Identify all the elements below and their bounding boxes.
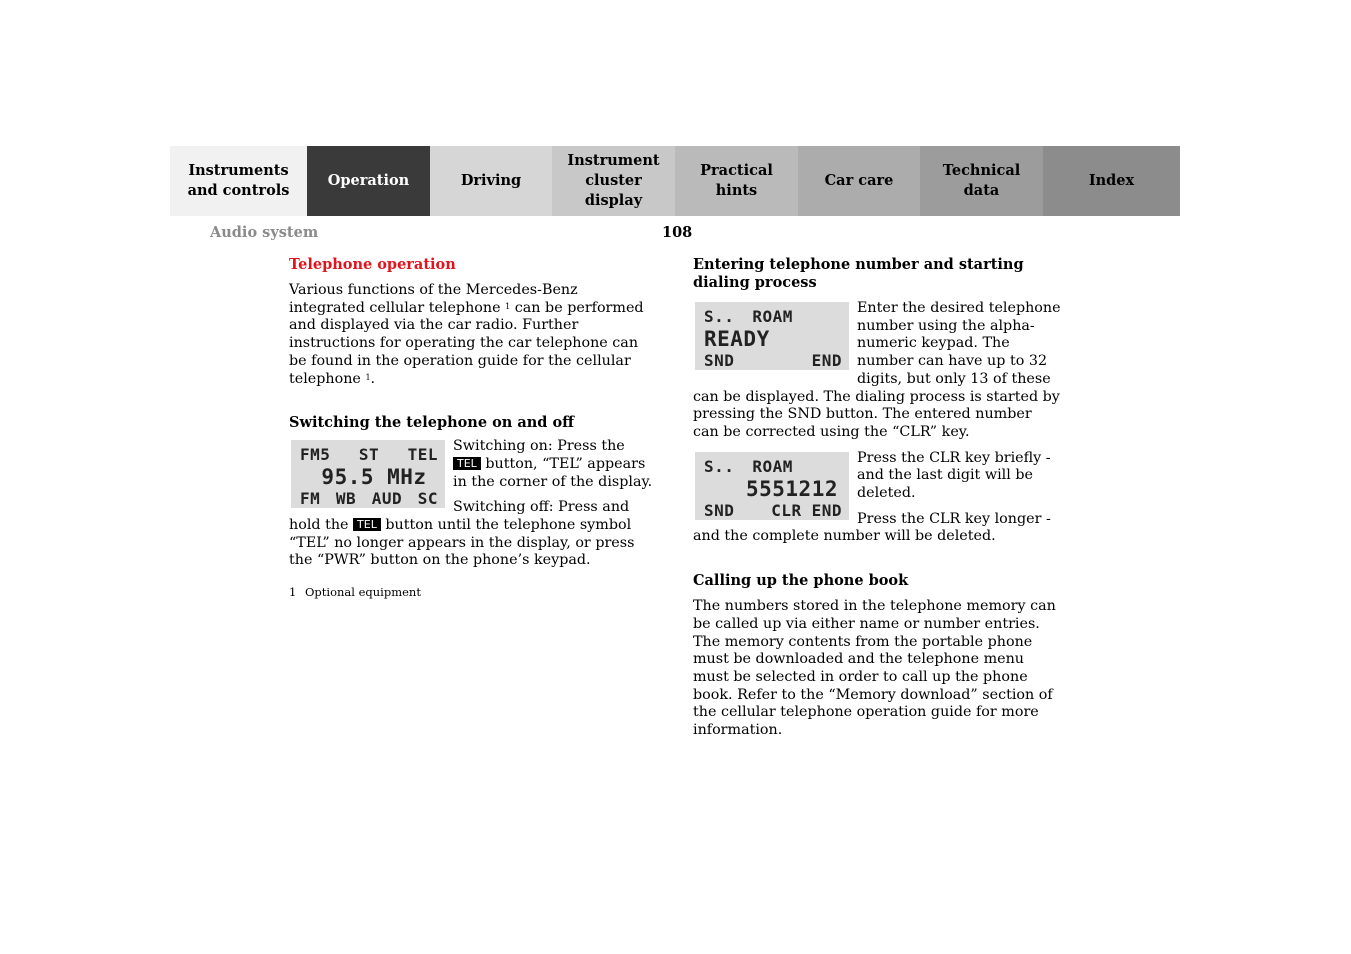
lcd-text: FM5 — [300, 445, 331, 465]
footnote-number: 1 — [289, 585, 297, 600]
lcd-text: S.. — [704, 456, 735, 476]
lcd-text: AUD — [371, 489, 403, 509]
footnote — [289, 584, 657, 602]
page-number: 108 — [662, 224, 693, 241]
tab-label: Car care — [824, 172, 894, 189]
radio-display-ready — [695, 302, 849, 370]
lcd-text: END — [811, 351, 842, 370]
intro-text: Various functions of the Mercedes-Benz integrated cellular telephone — [289, 282, 578, 316]
intro-text: can be performed and displayed via the car radio. Further instructions for operating the car telephone can be found in the operation guide for the cellular telephone — [289, 299, 644, 387]
tab-label: Operation — [327, 172, 410, 189]
phone-book-text: The numbers stored in the telephone memory can be called up via either name or number entries. The memory contents from the portable phone must be downloaded and the telephone menu must be selected in order to call up the phone book. Refer to the “Memory download” section of the cellular telephone operation guide for more information. — [693, 598, 1056, 739]
lcd-text: FM — [300, 489, 321, 509]
right-column — [693, 256, 1061, 740]
tab-instrument-cluster-display[interactable] — [552, 146, 675, 216]
switch-off-text — [289, 499, 657, 570]
clr-long-text: Press the CLR key longer - and the complete number will be deleted. — [693, 510, 1051, 545]
tab-driving[interactable] — [430, 146, 552, 216]
tel-button-icon: TEL — [353, 518, 381, 531]
lcd-row — [300, 489, 438, 509]
tab-label: Index — [1088, 172, 1135, 189]
lcd-row — [704, 307, 842, 327]
lcd-row — [704, 501, 842, 521]
body-text: Switching on: Press the — [453, 438, 625, 455]
tab-practical-hints[interactable] — [675, 146, 798, 216]
tab-instruments-and-controls[interactable] — [170, 146, 307, 216]
footnote-ref: 1 — [505, 301, 511, 311]
body-text: button, “TEL” appears in the corner of the display. — [453, 455, 653, 490]
lcd-dialed-number: 5551212 — [745, 476, 838, 501]
footnote-text: Optional equipment — [305, 585, 421, 600]
lcd-text: WB — [335, 489, 357, 509]
entering-number-heading: Entering telephone number and starting dialing process — [693, 256, 1024, 291]
tab-label: Driving — [460, 172, 522, 189]
lcd-frequency: 95.5 MHz — [321, 465, 427, 490]
phone-book-heading: Calling up the phone book — [693, 572, 909, 590]
lcd-text: SND — [704, 351, 735, 370]
lcd-text: CLR — [771, 500, 802, 520]
lcd-status: READY — [704, 327, 770, 351]
lcd-text: ROAM — [752, 307, 793, 326]
tab-label: Instrument cluster display — [567, 152, 660, 209]
tab-technical-data[interactable] — [920, 146, 1043, 216]
radio-display-number — [695, 452, 849, 520]
chapter-navigation — [170, 146, 1180, 216]
clr-short-text: Press the CLR key briefly - and the last digit will be deleted. — [857, 449, 1051, 502]
tab-index[interactable] — [1043, 146, 1180, 216]
radio-display-tel — [291, 440, 445, 508]
tel-button-icon: TEL — [453, 457, 481, 470]
footnote-ref: 1 — [365, 372, 371, 382]
left-column — [289, 256, 657, 602]
intro-text: . — [370, 370, 376, 387]
tab-label: Instruments and controls — [187, 162, 290, 199]
lcd-text: ST — [358, 445, 380, 465]
lcd-row — [300, 445, 438, 465]
switching-heading: Switching the telephone on and off — [289, 414, 575, 432]
section-title: Audio system — [210, 224, 319, 241]
lcd-row — [704, 457, 842, 477]
lcd-text: S.. — [704, 307, 735, 326]
intro-paragraph — [289, 282, 657, 388]
tab-label: Technical data — [942, 162, 1021, 199]
lcd-text: END — [811, 500, 842, 520]
tab-car-care[interactable] — [798, 146, 920, 216]
lcd-row — [704, 351, 842, 371]
lcd-text: SC — [417, 489, 438, 509]
telephone-operation-heading: Telephone operation — [289, 256, 456, 273]
lcd-text: TEL — [407, 445, 438, 465]
lcd-text: SND — [704, 500, 735, 520]
tab-operation[interactable] — [307, 146, 430, 216]
enter-number-text: Enter the desired telephone number using the alpha-numeric keypad. The number can have up to 32 digits, but only 13 of these can be displayed. The dialing process is started by pressing the SND button. The entered number can be corrected using the “CLR” key. — [693, 300, 1061, 440]
body-text: button until the telephone symbol “TEL” no longer appears in the display, or press the “PWR” button on the phone’s keypad. — [289, 517, 635, 569]
body-text: Switching off: Press and hold the — [289, 499, 630, 534]
lcd-text: ROAM — [752, 456, 793, 476]
tab-label: Practical hints — [700, 162, 773, 199]
